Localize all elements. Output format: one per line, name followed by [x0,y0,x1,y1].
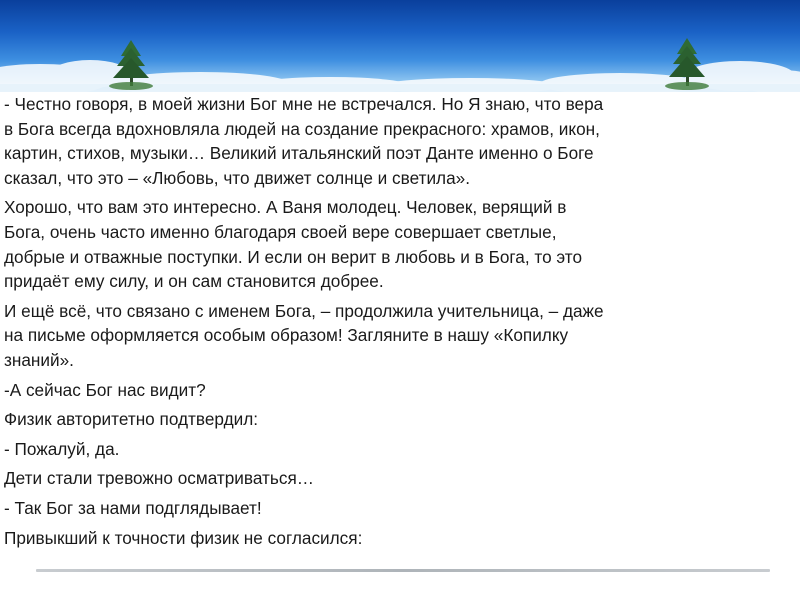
footer-divider [36,569,770,572]
paragraph-2: Хорошо, что вам это интересно. А Ваня молодец. Человек, верящий в Бога, очень часто именно благодаря своей вере совершает светлые, добрые и отважные поступки. И если он верит в любовь и в Бога, то это придаёт ему силу, и он сам становится добрее. [4,197,583,292]
paragraph-1: - Честно говоря, в моей жизни Бог мне не встречался. Но Я знаю, что вера в Бога всегда вдохновляла людей на создание прекрасного: храмов, икон, картин, стихов, музыки… Великий итальянский поэт Данте именно о Боге сказал, что это – «Любовь, что движет солнце и светила». [4,94,604,188]
paragraph-6: - Пожалуй, да. [4,438,120,459]
paragraph-4: -А сейчас Бог нас видит? [4,379,206,400]
story-text [4,92,794,550]
paragraph-8: - Так Бог за нами подглядывает! [4,497,262,518]
paragraph-3: И ещё всё, что связано с именем Бога, – продолжила учительница, – даже на письме оформляется особым образом! Загляните в нашу «Копилку знаний». [4,300,604,370]
paragraph-5: Физик авторитетно подтвердил: [4,409,259,430]
paragraph-7: Дети стали тревожно осматриваться… [4,468,314,489]
paragraph-9: Привыкший к точности физик не согласился: [4,527,363,548]
header-banner [0,0,800,92]
sky-landscape-illustration [0,0,800,92]
